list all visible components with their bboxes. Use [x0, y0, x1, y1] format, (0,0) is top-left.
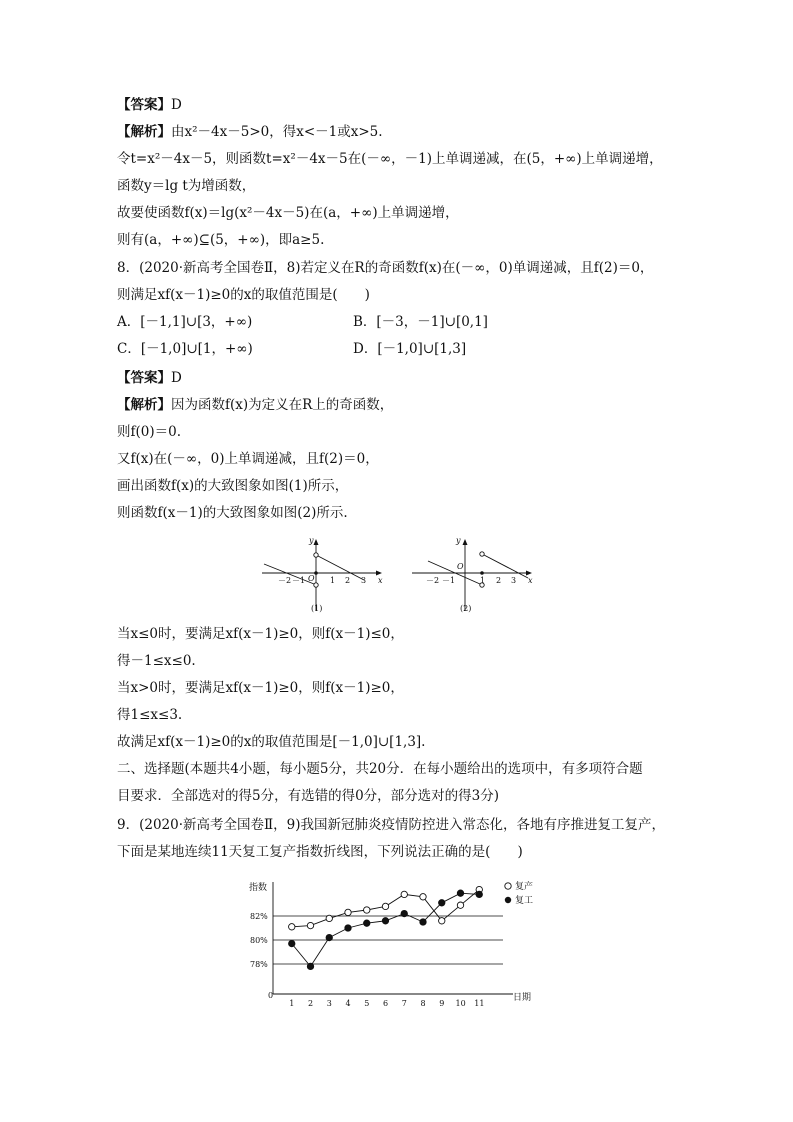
tick-minus1: －1	[292, 576, 306, 585]
analysis-text: 因为函数f(x)为定义在R上的奇函数，	[171, 397, 394, 413]
legend-marker-fuchan	[505, 883, 511, 889]
y-label: y	[309, 536, 314, 545]
q8-option-a: A．[－1,1]∪[3，+∞)	[117, 314, 253, 330]
x-tick-label: 6	[383, 999, 389, 1008]
y-axis-label: 指数	[249, 883, 268, 893]
x-axis-arrow	[376, 571, 382, 576]
series-2-point	[420, 919, 426, 925]
series-1-point	[289, 924, 295, 930]
y-axis-arrow	[463, 539, 468, 545]
q8-option-c: C．[－1,0]∪[1，+∞)	[117, 341, 253, 357]
tick-3: 3	[511, 576, 517, 585]
section-2-line-2: 目要求．全部选对的得5分，有选错的得0分，部分选对的得3分)	[117, 788, 500, 804]
q8-stem-line-1: 8．(2020·新高考全国卷Ⅱ，8)若定义在R的奇函数f(x)在(－∞，0)单调递减，且f(2)＝0，	[117, 260, 654, 276]
x-label: x	[378, 576, 383, 585]
series-1-point	[420, 894, 426, 900]
series-1-point	[457, 902, 463, 908]
origin-label: O	[457, 562, 464, 571]
series-2-point	[439, 900, 445, 906]
q8-analysis-line-1	[117, 395, 393, 415]
q8-analysis-line-7: 得－1≤x≤0.	[117, 653, 196, 669]
x-tick-label: 2	[308, 999, 314, 1008]
x-tick-label: 7	[401, 999, 407, 1008]
series-2-point	[401, 910, 407, 916]
tick-1: 1	[480, 576, 486, 585]
q8-analysis-line-2: 则f(0)＝0.	[117, 424, 181, 440]
x-tick-label: 1	[289, 999, 295, 1008]
legend-marker-fugong	[505, 897, 511, 903]
x-tick-label: 10	[455, 999, 466, 1008]
x-axis-label: 日期	[513, 993, 532, 1003]
index-line-chart	[245, 872, 555, 1012]
tick-2: 2	[496, 576, 502, 585]
q8-stem-line-2: 则满足xf(x－1)≥0的x的取值范围是( )	[117, 287, 370, 303]
answer-tag: 【答案】	[117, 370, 171, 386]
q8-answer	[117, 368, 182, 388]
x-tick-label: 8	[420, 999, 426, 1008]
graph-right-branch	[484, 555, 528, 578]
x-tick-label: 9	[439, 999, 445, 1008]
open-point-top	[314, 553, 318, 557]
y-tick-label: 80%	[250, 936, 268, 945]
q8-option-d: D．[－1,0]∪[1,3]	[353, 341, 467, 357]
q7-analysis-line-3: 函数y＝lg t为增函数，	[117, 178, 256, 194]
tick-3: 3	[361, 576, 367, 585]
x-tick-label: 3	[326, 999, 332, 1008]
series-2-point	[476, 891, 482, 897]
tick-minus2: －2	[278, 576, 292, 585]
open-point-bottom	[314, 583, 318, 587]
chart-legend	[505, 880, 533, 906]
series-2-point	[326, 934, 332, 940]
answer-tag: 【答案】	[117, 97, 171, 113]
q8-analysis-line-3: 又f(x)在(－∞，0)上单调递减，且f(2)＝0，	[117, 451, 379, 467]
legend-label-fuchan: 复产	[515, 882, 534, 892]
y-label: y	[456, 536, 461, 545]
q7-answer	[117, 95, 182, 115]
graph-caption: (1)	[311, 604, 323, 613]
x-tick-label: 11	[474, 999, 485, 1008]
x-label: x	[528, 576, 533, 585]
x-axis-arrow	[526, 571, 532, 576]
q8-option-b: B．[－3，－1]∪[0,1]	[353, 314, 488, 330]
answer-value: D	[171, 370, 182, 386]
q8-analysis-line-9: 得1≤x≤3.	[117, 707, 183, 723]
origin-point	[314, 571, 318, 575]
q8-analysis-line-6: 当x≤0时，要满足xf(x－1)≥0，则f(x－1)≤0，	[117, 626, 404, 642]
series-1-point	[401, 891, 407, 897]
series-1-point	[345, 909, 351, 915]
section-2-line-1: 二、选择题(本题共4小题，每小题5分，共20分．在每小题给出的选项中，有多项符合题	[117, 761, 643, 777]
series-1-point	[364, 907, 370, 913]
q7-analysis-line-4: 故要使函数f(x)＝lg(x²－4x－5)在(a，+∞)上单调递增，	[117, 205, 459, 221]
series-2-point	[457, 890, 463, 896]
x-tick-label: 4	[345, 999, 351, 1008]
series-2-point	[345, 925, 351, 931]
point-x-1	[480, 571, 484, 575]
series-2-point	[364, 920, 370, 926]
answer-value: D	[171, 97, 182, 113]
origin-label: O	[308, 574, 315, 583]
series-1-point	[326, 915, 332, 921]
q7-analysis-line-2: 令t=x²－4x－5，则函数t=x²－4x－5在(－∞，－1)上单调递减，在(5，+∞)上单调递增，	[117, 151, 663, 167]
analysis-tag: 【解析】	[117, 397, 171, 413]
origin-label: 0	[268, 991, 274, 1000]
chart-series	[289, 886, 483, 969]
y-axis-arrow	[314, 539, 319, 545]
series-2-point	[307, 963, 313, 969]
series-1-point	[307, 922, 313, 928]
series-1-point	[382, 903, 388, 909]
legend-label-fugong: 复工	[515, 896, 534, 906]
graph-caption: (2)	[460, 604, 472, 613]
y-tick-labels	[250, 912, 268, 969]
open-point-top	[480, 552, 484, 556]
analysis-tag: 【解析】	[117, 124, 171, 140]
x-tick-labels	[289, 999, 484, 1008]
series-2-point	[382, 918, 388, 924]
y-tick-label: 78%	[250, 960, 268, 969]
q7-analysis-line-1	[117, 122, 383, 142]
graph-right-branch	[318, 556, 364, 580]
q8-analysis-line-8: 当x>0时，要满足xf(x－1)≥0，则f(x－1)≥0，	[117, 680, 404, 696]
x-tick-label: 5	[364, 999, 370, 1008]
tick-1: 1	[330, 576, 336, 585]
q9-stem-line-1: 9．(2020·新高考全国卷Ⅱ，9)我国新冠肺炎疫情防控进入常态化，各地有序推进复工复产，	[117, 817, 666, 833]
y-tick-label: 82%	[250, 912, 268, 921]
tick-minus1: －1	[442, 576, 456, 585]
series-1-point	[439, 918, 445, 924]
q8-analysis-line-4: 画出函数f(x)的大致图象如图(1)所示，	[117, 478, 349, 494]
graph-1	[258, 533, 388, 618]
graph-2	[408, 533, 538, 618]
tick-2: 2	[345, 576, 351, 585]
tick-minus2: －2	[426, 576, 440, 585]
q9-stem-line-2: 下面是某地连续11天复工复产指数折线图，下列说法正确的是( )	[117, 844, 523, 860]
q8-analysis-line-10: 故满足xf(x－1)≥0的x的取值范围是[－1,0]∪[1,3].	[117, 734, 426, 750]
series-2-point	[289, 940, 295, 946]
q8-analysis-line-5: 则函数f(x－1)的大致图象如图(2)所示.	[117, 505, 348, 521]
q7-analysis-line-5: 则有(a，+∞)⊆(5，+∞)，即a≥5.	[117, 232, 325, 248]
analysis-text: 由x²－4x－5>0，得x<－1或x>5.	[171, 124, 383, 140]
